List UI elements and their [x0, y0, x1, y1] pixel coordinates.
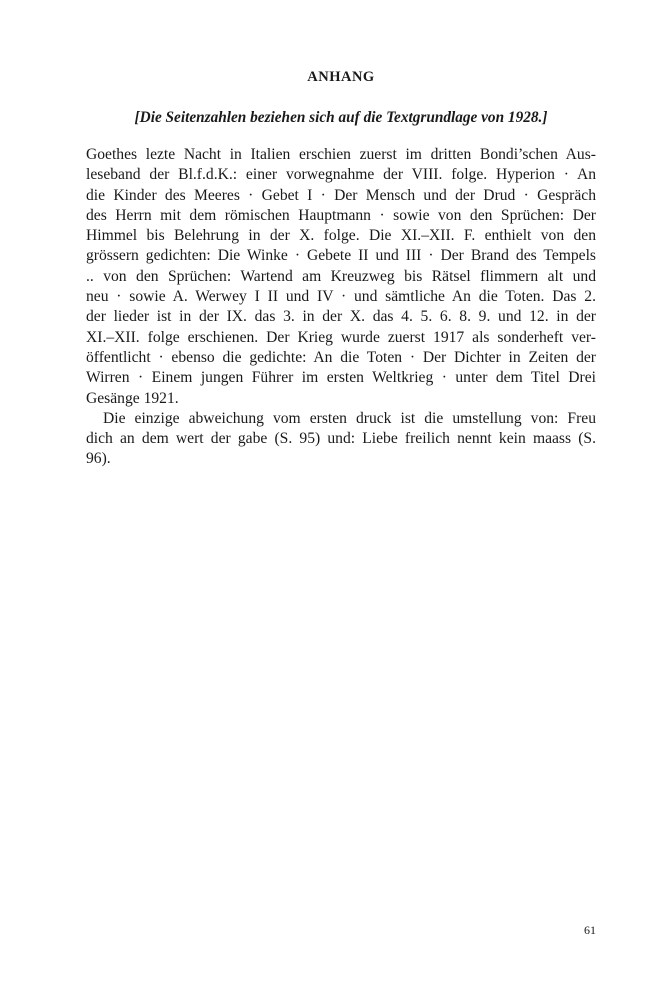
text-line: Gesänge 1921. [86, 389, 179, 407]
book-page [86, 0, 596, 990]
page-reference-note: [Die Seitenzahlen beziehen sich auf die Textgrundlage von 1928.] [134, 109, 548, 126]
text-line: .. von den Sprüchen: Wartend am Kreuzweg bis Rätsel flimmern alt und [86, 267, 596, 285]
text-line: öffentlicht · ebenso die gedichte: An die Toten · Der Dichter in Zeiten der [86, 348, 596, 366]
text-line: 96). [86, 450, 111, 468]
text-line: grössern gedichten: Die Winke · Gebete II und III · Der Brand des Tempels [86, 247, 596, 265]
text-line: des Herrn mit dem römischen Hauptmann · sowie von den Sprüchen: Der [86, 206, 596, 224]
text-line: Himmel bis Belehrung in der X. folge. Die XI.–XII. F. enthielt von den [86, 227, 596, 245]
text-line: der lieder ist in der IX. das 3. in der X. das 4. 5. 6. 8. 9. und 12. in der [86, 308, 596, 326]
text-line: Wirren · Einem jungen Führer im ersten Weltkrieg · unter dem Titel Drei [86, 369, 596, 387]
appendix-body [86, 145, 596, 470]
text-line: Goethes lezte Nacht in Italien erschien zuerst im dritten Bondi’schen Aus- [86, 146, 596, 163]
text-line: die Kinder des Meeres · Gebet I · Der Mensch und der Drud · Gespräch [86, 186, 596, 204]
text-line: Die einzige abweichung vom ersten druck ist die umstellung von: Freu [103, 409, 596, 427]
page-number: 61 [584, 923, 596, 937]
text-line: leseband der Bl.f.d.K.: einer vorwegnahme der VIII. folge. Hyperion · An [86, 166, 596, 184]
appendix-heading: ANHANG [307, 69, 375, 85]
paragraph-1 [86, 145, 596, 409]
text-line: XI.–XII. folge erschienen. Der Krieg wurde zuerst 1917 als sonderheft ver- [86, 328, 596, 346]
paragraph-2 [86, 409, 596, 470]
text-line: dich an dem wert der gabe (S. 95) und: Liebe freilich nennt kein maass (S. [86, 430, 596, 448]
text-line: neu · sowie A. Werwey I II und IV · und sämtliche An die Toten. Das 2. [86, 288, 596, 306]
